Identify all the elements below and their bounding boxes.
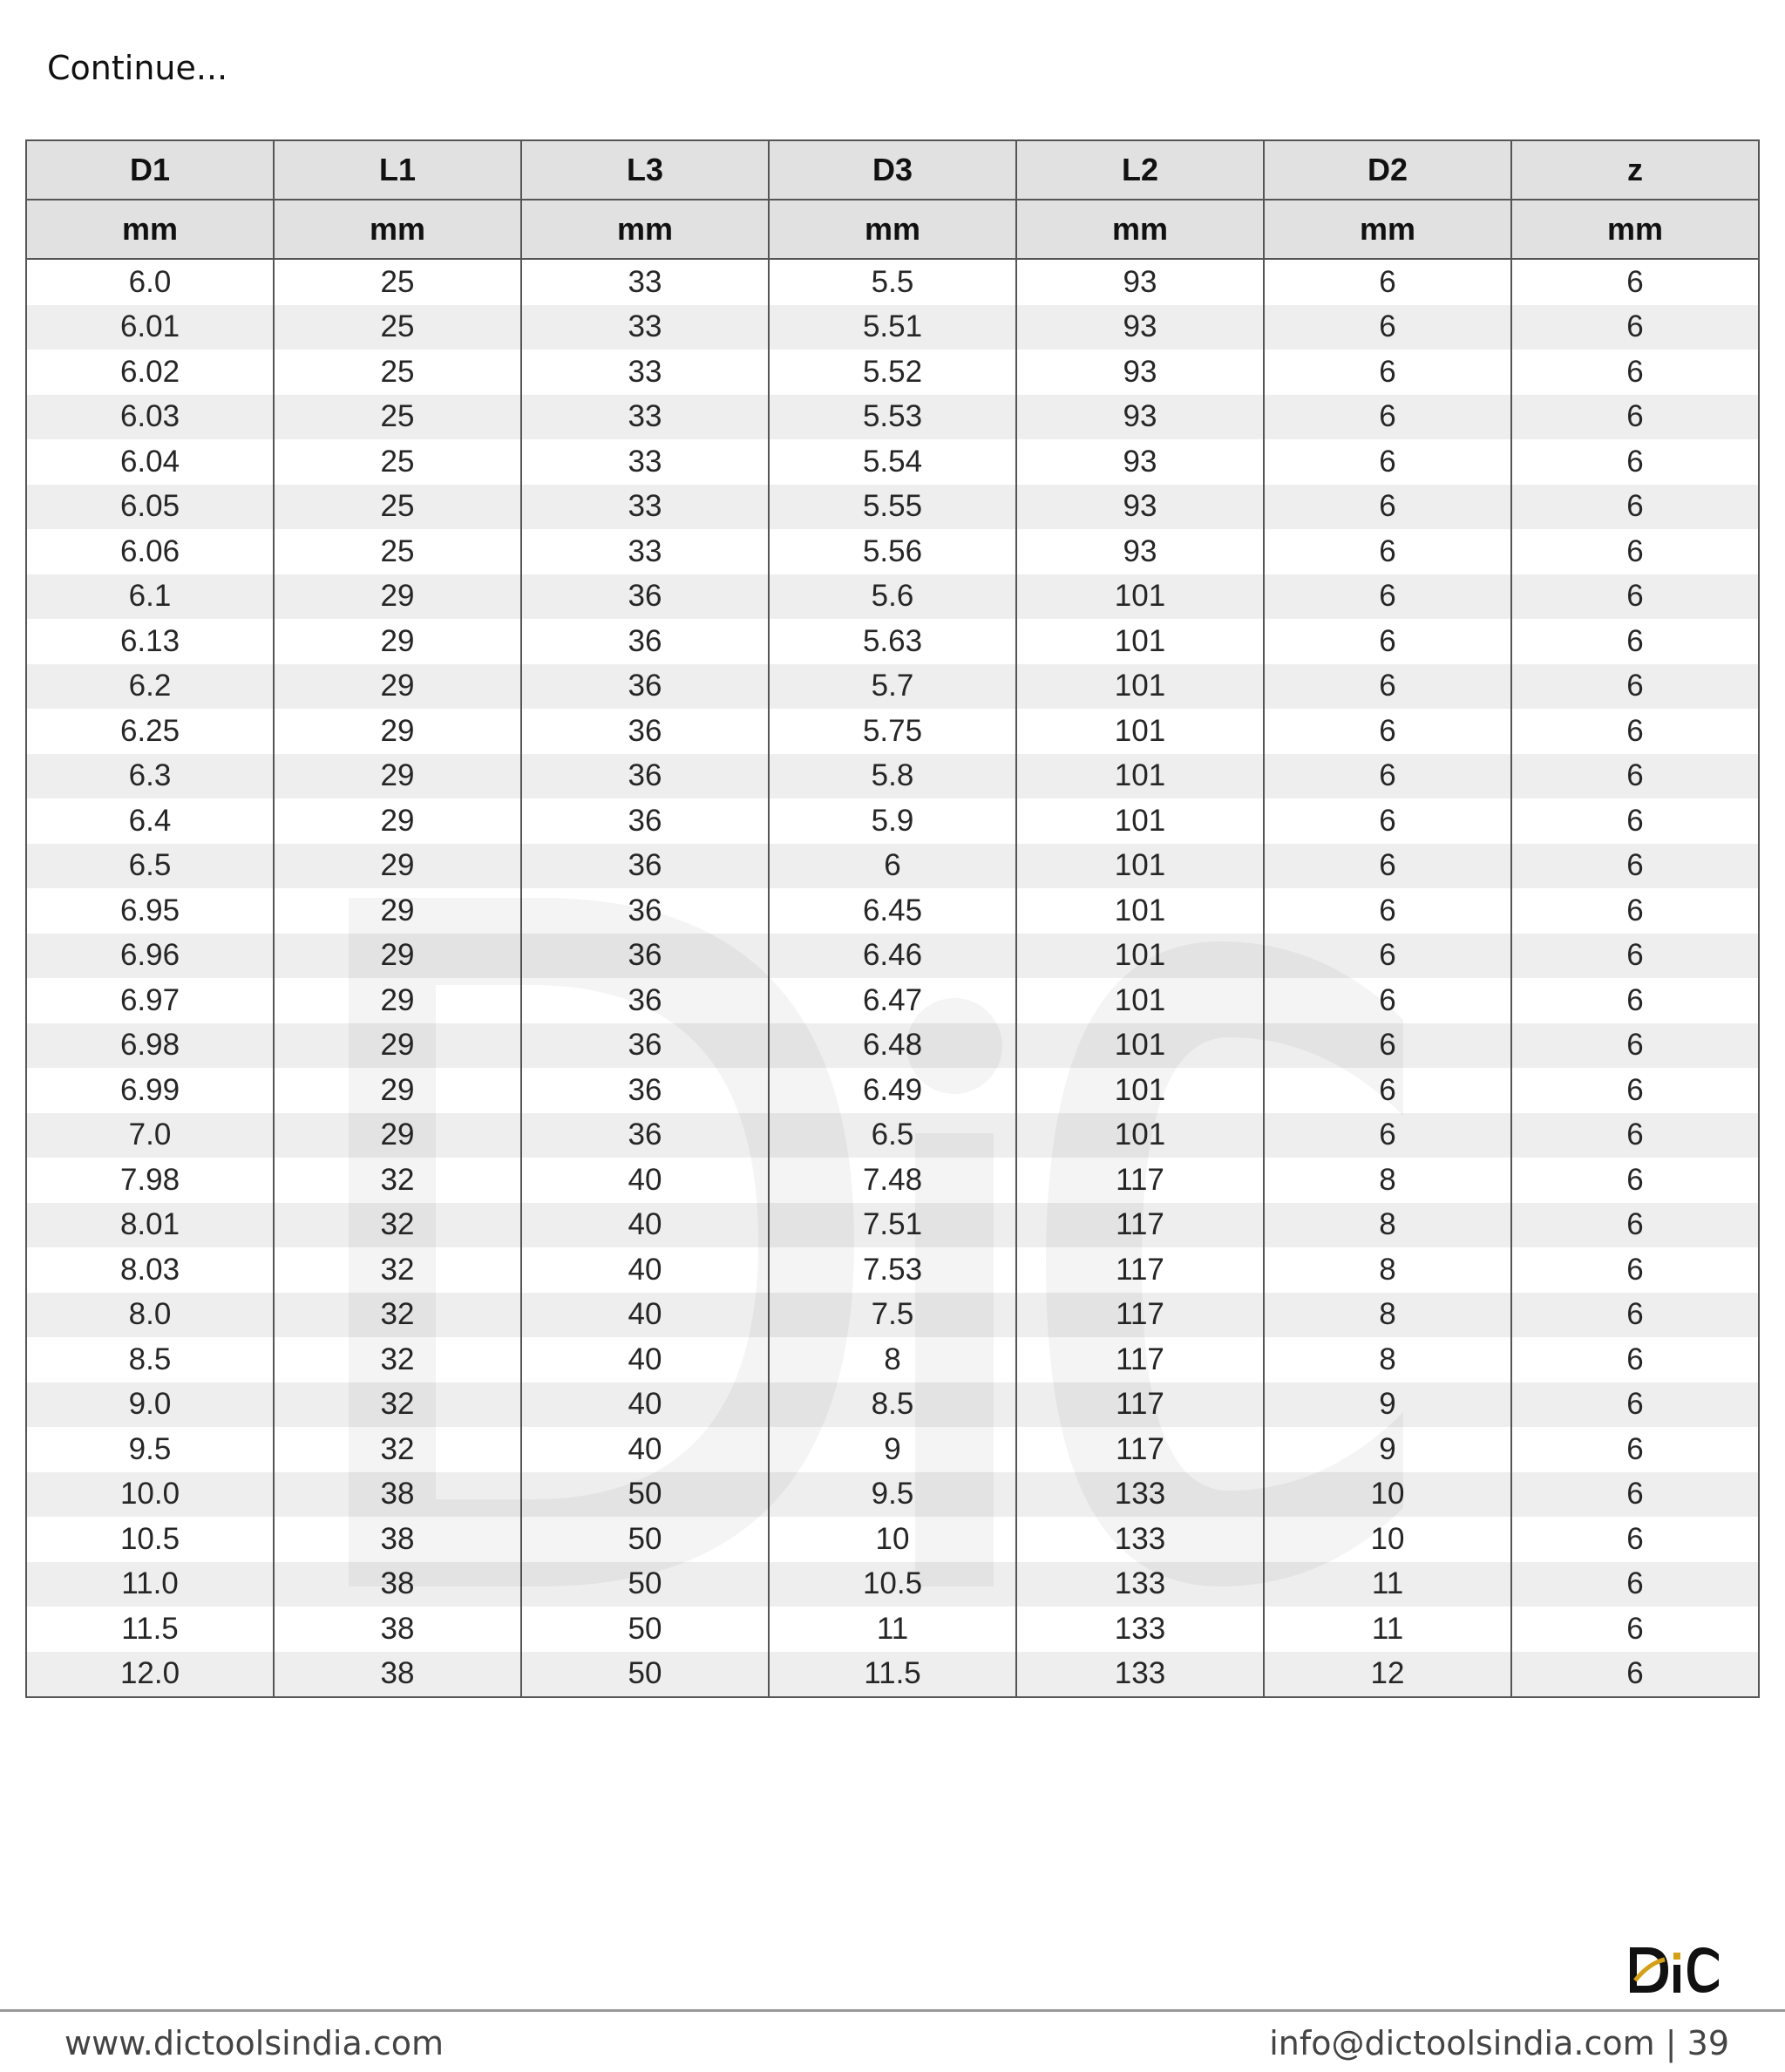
page-number: 39 [1687,2024,1729,2062]
table-cell: 6 [1511,1652,1759,1698]
table-row [26,664,1759,710]
table-cell: 40 [521,1158,769,1203]
table-cell: 40 [521,1382,769,1428]
table-cell: 101 [1016,978,1264,1023]
table-cell: 8.5 [26,1337,274,1382]
table-cell: 11.0 [26,1562,274,1607]
table-cell: 38 [274,1562,521,1607]
table-cell: 6.95 [26,888,274,934]
table-cell: 6.47 [769,978,1016,1023]
footer-contact [1269,2024,1729,2062]
table-cell: 8.0 [26,1293,274,1338]
table-cell: 7.48 [769,1158,1016,1203]
table-cell: 36 [521,844,769,889]
table-cell: 6 [1511,259,1759,305]
table-cell: 6 [1264,619,1511,664]
table-cell: 8 [1264,1158,1511,1203]
table-cell: 117 [1016,1337,1264,1382]
table-cell: 38 [274,1607,521,1652]
column-header: L2 [1016,140,1264,200]
table-cell: 50 [521,1472,769,1518]
table-cell: 36 [521,1068,769,1113]
column-header: L1 [274,140,521,200]
table-row [26,844,1759,889]
table-row [26,1382,1759,1428]
table-cell: 9 [769,1427,1016,1472]
table-cell: 38 [274,1517,521,1562]
table-cell: 6 [1264,888,1511,934]
table-cell: 6 [1511,664,1759,710]
table-cell: 117 [1016,1427,1264,1472]
table-cell: 6 [1264,439,1511,485]
unit-header: mm [769,200,1016,259]
table-cell: 6 [1511,1158,1759,1203]
table-cell: 33 [521,395,769,440]
column-header: D1 [26,140,274,200]
table-cell: 5.55 [769,485,1016,530]
unit-header: mm [1264,200,1511,259]
table-cell: 6.13 [26,619,274,664]
table-cell: 5.7 [769,664,1016,710]
unit-header: mm [274,200,521,259]
table-cell: 10 [1264,1472,1511,1518]
table-cell: 133 [1016,1652,1264,1698]
table-row [26,1293,1759,1338]
table-cell: 8.03 [26,1247,274,1293]
table-row [26,1607,1759,1652]
table-cell: 6 [1264,574,1511,620]
table-cell: 6 [1511,619,1759,664]
table-row [26,350,1759,395]
table-cell: 6.5 [26,844,274,889]
table-cell: 12 [1264,1652,1511,1698]
table-cell: 6 [1264,934,1511,979]
table-cell: 50 [521,1607,769,1652]
table-cell: 36 [521,978,769,1023]
table-cell: 36 [521,798,769,844]
table-cell: 10 [769,1517,1016,1562]
table-row [26,395,1759,440]
table-cell: 9 [1264,1382,1511,1428]
column-header: D3 [769,140,1016,200]
table-cell: 6 [1511,754,1759,799]
table-cell: 33 [521,350,769,395]
table-cell: 133 [1016,1562,1264,1607]
table-cell: 11.5 [769,1652,1016,1698]
unit-row [26,200,1759,259]
table-cell: 6 [1511,978,1759,1023]
table-cell: 29 [274,754,521,799]
table-row [26,978,1759,1023]
table-cell: 6.04 [26,439,274,485]
table-cell: 6 [1511,1113,1759,1158]
table-cell: 25 [274,439,521,485]
table-cell: 101 [1016,844,1264,889]
table-row [26,798,1759,844]
table-cell: 101 [1016,798,1264,844]
table-cell: 40 [521,1427,769,1472]
table-cell: 32 [274,1203,521,1248]
table-cell: 33 [521,439,769,485]
table-cell: 29 [274,1068,521,1113]
table-cell: 33 [521,305,769,350]
table-cell: 40 [521,1293,769,1338]
table-cell: 6 [1511,798,1759,844]
table-cell: 6 [1511,709,1759,754]
table-cell: 11 [1264,1607,1511,1652]
table-cell: 29 [274,1113,521,1158]
table-cell: 6.1 [26,574,274,620]
table-cell: 40 [521,1337,769,1382]
table-cell: 6 [1511,1337,1759,1382]
dic-logo [1626,1942,1722,1998]
column-header: D2 [1264,140,1511,200]
table-cell: 6.25 [26,709,274,754]
table-cell: 8.5 [769,1382,1016,1428]
table-cell: 9.5 [769,1472,1016,1518]
table-cell: 33 [521,529,769,574]
table-cell: 6 [1264,305,1511,350]
table-cell: 5.51 [769,305,1016,350]
table-cell: 6 [1511,844,1759,889]
table-cell: 5.54 [769,439,1016,485]
table-cell: 5.52 [769,350,1016,395]
continue-label: Continue... [47,49,228,87]
header-row [26,140,1759,200]
table-cell: 10.5 [769,1562,1016,1607]
table-cell: 6 [1511,395,1759,440]
table-row [26,1068,1759,1113]
table-cell: 25 [274,529,521,574]
table-cell: 29 [274,888,521,934]
table-cell: 6 [1511,1293,1759,1338]
table-cell: 6.01 [26,305,274,350]
table-cell: 6 [1264,664,1511,710]
table-cell: 9.0 [26,1382,274,1428]
table-cell: 6 [1264,1113,1511,1158]
table-row [26,574,1759,620]
table-row [26,1023,1759,1069]
table-cell: 33 [521,259,769,305]
table-row [26,1158,1759,1203]
table-cell: 36 [521,888,769,934]
table-cell: 25 [274,305,521,350]
footer-email-link[interactable]: info@dictoolsindia.com [1269,2024,1655,2062]
table-cell: 6.05 [26,485,274,530]
table-cell: 6.46 [769,934,1016,979]
table-cell: 5.8 [769,754,1016,799]
unit-header: mm [1016,200,1264,259]
table-cell: 36 [521,574,769,620]
table-cell: 6 [1511,350,1759,395]
table-cell: 93 [1016,529,1264,574]
table-cell: 7.5 [769,1293,1016,1338]
table-row [26,934,1759,979]
table-cell: 6 [1264,754,1511,799]
table-row [26,259,1759,305]
table-cell: 32 [274,1293,521,1338]
table-row [26,1337,1759,1382]
table-cell: 6 [1264,529,1511,574]
unit-header: mm [1511,200,1759,259]
table-row [26,1427,1759,1472]
footer-website-link[interactable]: www.dictoolsindia.com [64,2024,444,2062]
table-cell: 50 [521,1562,769,1607]
table-cell: 5.5 [769,259,1016,305]
table-cell: 10.5 [26,1517,274,1562]
table-cell: 36 [521,619,769,664]
table-cell: 6 [1511,529,1759,574]
table-cell: 29 [274,619,521,664]
table-cell: 6 [1264,1068,1511,1113]
dimensions-table [25,139,1760,1698]
table-cell: 50 [521,1517,769,1562]
table-cell: 101 [1016,754,1264,799]
table-cell: 101 [1016,934,1264,979]
table-cell: 6.02 [26,350,274,395]
table-cell: 93 [1016,395,1264,440]
table-cell: 6.06 [26,529,274,574]
table-cell: 6 [1511,888,1759,934]
table-cell: 101 [1016,574,1264,620]
table-cell: 93 [1016,350,1264,395]
table-container [25,139,1760,1757]
table-cell: 29 [274,798,521,844]
table-cell: 6 [1264,1023,1511,1069]
table-cell: 6 [1511,439,1759,485]
table-cell: 101 [1016,888,1264,934]
table-cell: 6 [1264,844,1511,889]
table-row [26,439,1759,485]
table-cell: 9 [1264,1427,1511,1472]
table-cell: 5.9 [769,798,1016,844]
table-cell: 36 [521,1023,769,1069]
table-cell: 6.3 [26,754,274,799]
table-cell: 8 [1264,1247,1511,1293]
table-row [26,1652,1759,1698]
table-cell: 40 [521,1203,769,1248]
table-cell: 25 [274,485,521,530]
table-cell: 5.63 [769,619,1016,664]
table-cell: 6 [1264,350,1511,395]
table-row [26,485,1759,530]
table-cell: 8 [1264,1337,1511,1382]
table-cell: 5.75 [769,709,1016,754]
footer-separator: | [1665,2024,1677,2062]
table-cell: 117 [1016,1203,1264,1248]
table-cell: 38 [274,1652,521,1698]
table-cell: 101 [1016,619,1264,664]
table-cell: 29 [274,844,521,889]
table-cell: 6 [1511,934,1759,979]
table-cell: 29 [274,978,521,1023]
table-cell: 6.97 [26,978,274,1023]
table-row [26,529,1759,574]
table-cell: 29 [274,574,521,620]
table-cell: 6.2 [26,664,274,710]
table-cell: 10.0 [26,1472,274,1518]
table-cell: 6.0 [26,259,274,305]
table-cell: 93 [1016,259,1264,305]
table-cell: 6.96 [26,934,274,979]
table-cell: 7.51 [769,1203,1016,1248]
table-cell: 32 [274,1382,521,1428]
table-cell: 6 [1511,1517,1759,1562]
unit-header: mm [521,200,769,259]
column-header: L3 [521,140,769,200]
table-cell: 25 [274,350,521,395]
table-row [26,1203,1759,1248]
table-row [26,1472,1759,1518]
table-cell: 25 [274,259,521,305]
table-cell: 6 [1511,1427,1759,1472]
table-cell: 117 [1016,1247,1264,1293]
table-cell: 5.56 [769,529,1016,574]
table-cell: 133 [1016,1517,1264,1562]
table-cell: 101 [1016,709,1264,754]
table-cell: 36 [521,709,769,754]
table-cell: 101 [1016,1023,1264,1069]
column-header: z [1511,140,1759,200]
table-cell: 6 [1511,1607,1759,1652]
table-cell: 29 [274,664,521,710]
table-cell: 6 [1511,1203,1759,1248]
table-cell: 9.5 [26,1427,274,1472]
table-cell: 6.45 [769,888,1016,934]
table-cell: 6.03 [26,395,274,440]
table-cell: 6 [1511,1068,1759,1113]
table-cell: 50 [521,1652,769,1698]
table-cell: 6 [1511,485,1759,530]
table-cell: 38 [274,1472,521,1518]
table-cell: 93 [1016,305,1264,350]
footer-divider [0,2009,1785,2012]
table-cell: 11 [769,1607,1016,1652]
table-cell: 6 [1264,709,1511,754]
table-row [26,305,1759,350]
table-cell: 6 [1264,259,1511,305]
table-cell: 6 [1511,1472,1759,1518]
table-cell: 5.53 [769,395,1016,440]
table-cell: 5.6 [769,574,1016,620]
table-cell: 11 [1264,1562,1511,1607]
table-cell: 25 [274,395,521,440]
table-cell: 101 [1016,1068,1264,1113]
table-row [26,754,1759,799]
table-cell: 11.5 [26,1607,274,1652]
table-body [26,259,1759,1697]
table-cell: 36 [521,934,769,979]
table-cell: 6.48 [769,1023,1016,1069]
table-cell: 6.4 [26,798,274,844]
table-cell: 6 [1511,1382,1759,1428]
table-cell: 6.5 [769,1113,1016,1158]
table-cell: 8 [769,1337,1016,1382]
table-cell: 6 [1511,305,1759,350]
table-cell: 6 [1511,1023,1759,1069]
table-cell: 8.01 [26,1203,274,1248]
table-cell: 36 [521,754,769,799]
table-cell: 6 [1511,574,1759,620]
table-cell: 117 [1016,1158,1264,1203]
table-cell: 133 [1016,1472,1264,1518]
table-cell: 10 [1264,1517,1511,1562]
table-cell: 93 [1016,439,1264,485]
table-row [26,1113,1759,1158]
table-cell: 32 [274,1247,521,1293]
table-cell: 6 [1264,485,1511,530]
table-cell: 29 [274,934,521,979]
table-cell: 101 [1016,1113,1264,1158]
table-cell: 6.99 [26,1068,274,1113]
table-row [26,1562,1759,1607]
table-cell: 7.53 [769,1247,1016,1293]
table-row [26,1517,1759,1562]
table-row [26,1247,1759,1293]
table-cell: 6 [769,844,1016,889]
table-cell: 93 [1016,485,1264,530]
table-cell: 6 [1511,1562,1759,1607]
table-cell: 6 [1264,395,1511,440]
table-row [26,709,1759,754]
table-cell: 33 [521,485,769,530]
table-cell: 36 [521,664,769,710]
unit-header: mm [26,200,274,259]
table-cell: 8 [1264,1293,1511,1338]
table-cell: 101 [1016,664,1264,710]
table-cell: 6.49 [769,1068,1016,1113]
table-cell: 12.0 [26,1652,274,1698]
table-cell: 8 [1264,1203,1511,1248]
table-cell: 133 [1016,1607,1264,1652]
table-cell: 32 [274,1337,521,1382]
table-cell: 117 [1016,1382,1264,1428]
table-cell: 117 [1016,1293,1264,1338]
table-cell: 32 [274,1158,521,1203]
table-row [26,888,1759,934]
table-cell: 6.98 [26,1023,274,1069]
table-row [26,619,1759,664]
table-cell: 40 [521,1247,769,1293]
table-cell: 29 [274,1023,521,1069]
table-cell: 36 [521,1113,769,1158]
table-cell: 6 [1511,1247,1759,1293]
table-cell: 29 [274,709,521,754]
table-cell: 32 [274,1427,521,1472]
table-cell: 6 [1264,978,1511,1023]
table-cell: 6 [1264,798,1511,844]
table-cell: 7.98 [26,1158,274,1203]
table-cell: 7.0 [26,1113,274,1158]
